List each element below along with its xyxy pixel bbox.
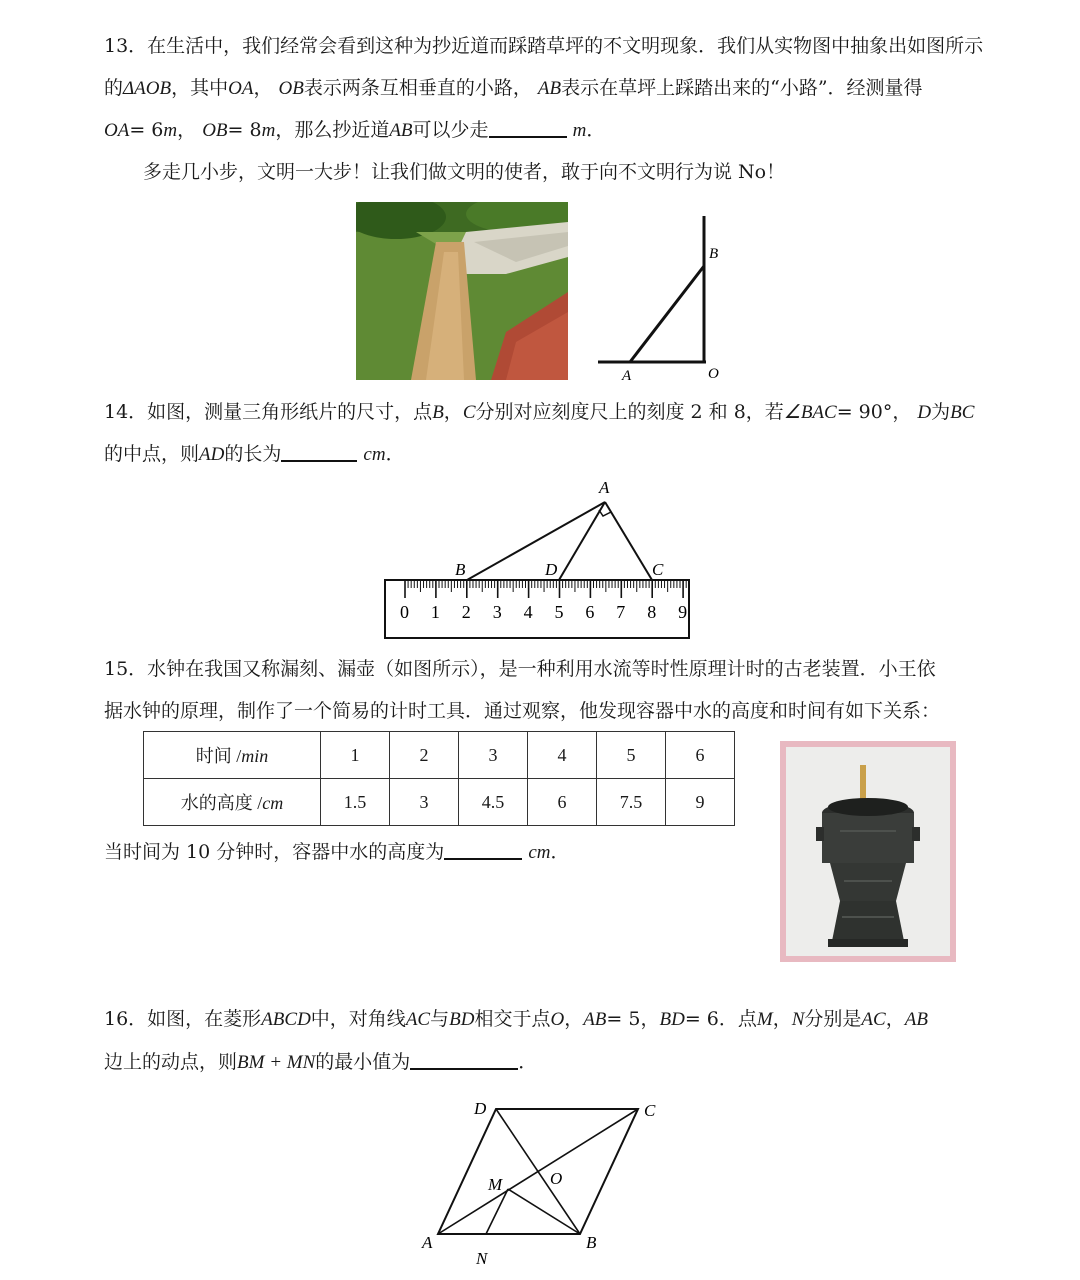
table-cell: 4	[528, 732, 597, 779]
table-cell: 1	[321, 732, 390, 779]
table-header-height: 水的高度 /cm	[144, 779, 321, 826]
table-cell: 6	[666, 732, 735, 779]
q15-water-clock-photo	[780, 741, 956, 962]
table-cell: 7.5	[597, 779, 666, 826]
q14-label-B: B	[455, 560, 466, 579]
q16-label-O: O	[550, 1169, 563, 1188]
q16-label-A: A	[422, 1233, 433, 1252]
q13-lawn-photo	[356, 202, 568, 380]
ruler-numbers	[400, 602, 687, 622]
q13-line-1: 13．在生活中，我们经常会看到这种为抄近道而踩踏草坪的不文明现象．我们从实物图中抽象出如图所示	[104, 35, 984, 57]
table-cell: 5	[597, 732, 666, 779]
ruler-number: 1	[430, 602, 440, 622]
q13-triangle-figure	[594, 212, 734, 384]
q13-line-4: 多走几小步，文明一大步！让我们做文明的使者，敢于向不文明行为说 No！	[143, 161, 786, 183]
q13-line-3: OA= 6m， OB= 8m，那么抄近道AB可以少走 m．	[104, 119, 606, 141]
q13-line-2: 的ΔAOB，其中OA， OB表示两条互相垂直的小路， AB表示在草坪上踩踏出来的“小路”．经测量得	[104, 77, 923, 99]
table-cell: 2	[390, 732, 459, 779]
table-cell: 1.5	[321, 779, 390, 826]
table-header-time: 时间 /min	[144, 732, 321, 779]
q13-label-A: A	[622, 368, 632, 384]
table-cell: 9	[666, 779, 735, 826]
ruler-number: 3	[492, 602, 502, 622]
q16-label-C: C	[644, 1101, 656, 1120]
q15-line-3: 当时间为 10 分钟时，容器中水的高度为 cm．	[104, 841, 570, 863]
ruler-number: 9	[678, 602, 688, 622]
q15-data-table	[143, 731, 735, 826]
q16-label-B: B	[586, 1233, 597, 1252]
q13-label-B: B	[709, 246, 719, 262]
q14-line-1: 14．如图，测量三角形纸片的尺寸，点B，C分别对应刻度尺上的刻度 2 和 8，若∠BAC= 90°， D为BC	[104, 401, 975, 423]
q14-ruler-figure	[380, 476, 700, 644]
table-cell: 3	[390, 779, 459, 826]
table-row-height	[144, 779, 735, 826]
q16-rhombus-figure	[410, 1094, 670, 1270]
q14-label-C: C	[652, 560, 664, 579]
q14-answer-blank[interactable]	[281, 460, 357, 462]
q14-line-2: 的中点，则AD的长为 cm．	[104, 443, 405, 465]
table-cell: 3	[459, 732, 528, 779]
ruler-number: 0	[400, 602, 409, 622]
ruler-number: 8	[647, 602, 657, 622]
table-cell: 6	[528, 779, 597, 826]
q13-label-O: O	[708, 366, 719, 382]
q14-label-A: A	[599, 478, 610, 497]
q16-line-1: 16．如图，在菱形ABCD中，对角线AC与BD相交于点O，AB= 5，BD= 6．点M，N分别是AC，AB	[104, 1008, 928, 1030]
ruler-number: 6	[585, 602, 595, 622]
ruler-number: 4	[523, 602, 533, 622]
table-row-time	[144, 732, 735, 779]
ruler-number: 5	[554, 602, 564, 622]
q15-line-2: 据水钟的原理，制作了一个简易的计时工具．通过观察，他发现容器中水的高度和时间有如下关系：	[104, 700, 941, 722]
q16-line-2: 边上的动点，则BM + MN的最小值为 ．	[104, 1051, 538, 1073]
q16-answer-blank[interactable]	[410, 1068, 518, 1070]
ruler-number: 2	[461, 602, 471, 622]
q15-line-1: 15．水钟在我国又称漏刻、漏壶（如图所示），是一种利用水流等时性原理计时的古老装置．小王依	[104, 658, 936, 680]
ruler-ticks	[405, 580, 686, 598]
q14-label-D: D	[545, 560, 558, 579]
q16-label-M: M	[488, 1175, 503, 1194]
table-cell: 4.5	[459, 779, 528, 826]
q16-label-N: N	[476, 1249, 488, 1268]
ruler-number: 7	[616, 602, 626, 622]
q13-answer-blank[interactable]	[489, 136, 567, 138]
q16-label-D: D	[474, 1099, 487, 1118]
q15-answer-blank[interactable]	[444, 858, 522, 860]
